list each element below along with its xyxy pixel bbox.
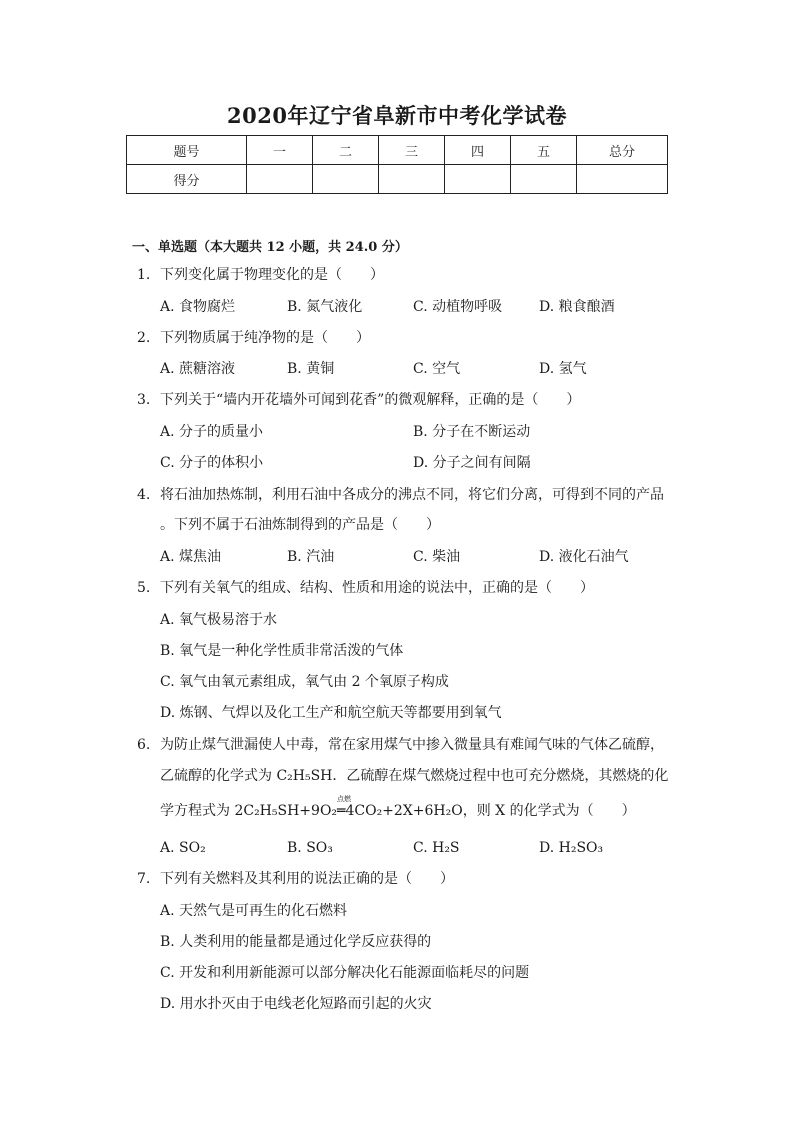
score-table-header-row bbox=[127, 136, 668, 165]
option: D. 分子之间有间隔 bbox=[413, 455, 531, 471]
option: B. 人类利用的能量都是通过化学反应获得的 bbox=[160, 934, 432, 950]
reaction-condition: 点燃 bbox=[337, 795, 352, 803]
question-number: 2. bbox=[137, 330, 151, 346]
option: B. 黄铜 bbox=[287, 361, 335, 377]
option: D. 液化石油气 bbox=[539, 549, 629, 565]
score-cell bbox=[445, 165, 511, 194]
question-text: 将石油加热炼制，利用石油中各成分的沸点不同，将它们分离，可得到不同的产品 bbox=[160, 487, 664, 503]
option: C. 柴油 bbox=[413, 549, 461, 565]
question-text-continued: 。下列不属于石油炼制得到的产品是（ ） bbox=[160, 517, 440, 533]
question-number: 3. bbox=[137, 392, 151, 408]
option: C. 空气 bbox=[413, 361, 461, 377]
option: B. 氮气液化 bbox=[287, 299, 363, 315]
question-number: 4. bbox=[137, 487, 151, 503]
score-cell bbox=[577, 165, 668, 194]
question-number: 1. bbox=[137, 267, 151, 283]
option: B. 汽油 bbox=[287, 549, 335, 565]
option: C. 氧气由氧元素组成，氧气由 2 个氧原子构成 bbox=[160, 674, 449, 690]
option: D. 氢气 bbox=[539, 361, 587, 377]
option: A. 煤焦油 bbox=[160, 549, 222, 565]
score-header-cell: 五 bbox=[511, 136, 577, 165]
section-title: 一、单选题（本大题共 12 小题，共 24.0 分） bbox=[132, 240, 408, 255]
equation-right: 4CO₂+2X+6H₂O，则 X 的化学式为（ ） bbox=[345, 803, 636, 819]
option: C. 动植物呼吸 bbox=[413, 299, 503, 315]
score-header-cell: 四 bbox=[445, 136, 511, 165]
score-cell bbox=[313, 165, 379, 194]
equation-left: 学方程式为 2C₂H₅SH+9O₂ bbox=[160, 803, 338, 819]
option: C. 分子的体积小 bbox=[160, 455, 264, 471]
score-cell bbox=[379, 165, 445, 194]
question-number: 7. bbox=[137, 871, 151, 887]
question-text: 下列有关燃料及其利用的说法正确的是（ ） bbox=[160, 871, 454, 887]
option: A. 分子的质量小 bbox=[160, 424, 264, 440]
score-header-cell: 总分 bbox=[577, 136, 668, 165]
option: D. 粮食酿酒 bbox=[539, 299, 615, 315]
score-cell bbox=[247, 165, 313, 194]
score-row-label: 得分 bbox=[127, 165, 247, 194]
page-title: 2020年辽宁省阜新市中考化学试卷 bbox=[227, 103, 567, 128]
option: A. SO₂ bbox=[160, 840, 206, 856]
score-cell bbox=[511, 165, 577, 194]
question-text: 下列物质属于纯净物的是（ ） bbox=[160, 330, 370, 346]
score-table bbox=[126, 135, 668, 194]
option: B. SO₃ bbox=[287, 840, 333, 856]
question-number: 5. bbox=[137, 580, 151, 596]
score-header-cell: 一 bbox=[247, 136, 313, 165]
question-text: 下列关于“墙内开花墙外可闻到花香”的微观解释，正确的是（ ） bbox=[160, 392, 581, 408]
question-text-continued: 乙硫醇的化学式为 C₂H₅SH．乙硫醇在煤气燃烧过程中也可充分燃烧，其燃烧的化 bbox=[160, 768, 669, 784]
option: A. 氧气极易溶于水 bbox=[160, 612, 278, 628]
option: D. 炼钢、气焊以及化工生产和航空航天等都要用到氧气 bbox=[160, 705, 502, 721]
option: D. 用水扑灭由于电线老化短路而引起的火灾 bbox=[160, 996, 432, 1012]
option: B. 分子在不断运动 bbox=[413, 424, 531, 440]
question-text: 下列变化属于物理变化的是（ ） bbox=[160, 267, 384, 283]
question-number: 6. bbox=[137, 737, 151, 753]
option: B. 氧气是一种化学性质非常活泼的气体 bbox=[160, 643, 404, 659]
question-text: 为防止煤气泄漏使人中毒，常在家用煤气中掺入微量具有难闻气味的气体乙硫醇， bbox=[160, 737, 664, 753]
equation-arrow: 点燃 ═ bbox=[337, 802, 345, 820]
question-text: 下列有关氧气的组成、结构、性质和用途的说法中，正确的是（ ） bbox=[160, 580, 594, 596]
score-header-cell: 二 bbox=[313, 136, 379, 165]
option: A. 食物腐烂 bbox=[160, 299, 236, 315]
option: A. 天然气是可再生的化石燃料 bbox=[160, 903, 348, 919]
score-header-cell: 题号 bbox=[127, 136, 247, 165]
option: D. H₂SO₃ bbox=[539, 840, 604, 856]
score-table-score-row bbox=[127, 165, 668, 194]
option: C. 开发和利用新能源可以部分解决化石能源面临耗尽的问题 bbox=[160, 965, 530, 981]
question-equation-line bbox=[160, 795, 636, 820]
option: C. H₂S bbox=[413, 840, 460, 856]
score-header-cell: 三 bbox=[379, 136, 445, 165]
option: A. 蔗糖溶液 bbox=[160, 361, 236, 377]
